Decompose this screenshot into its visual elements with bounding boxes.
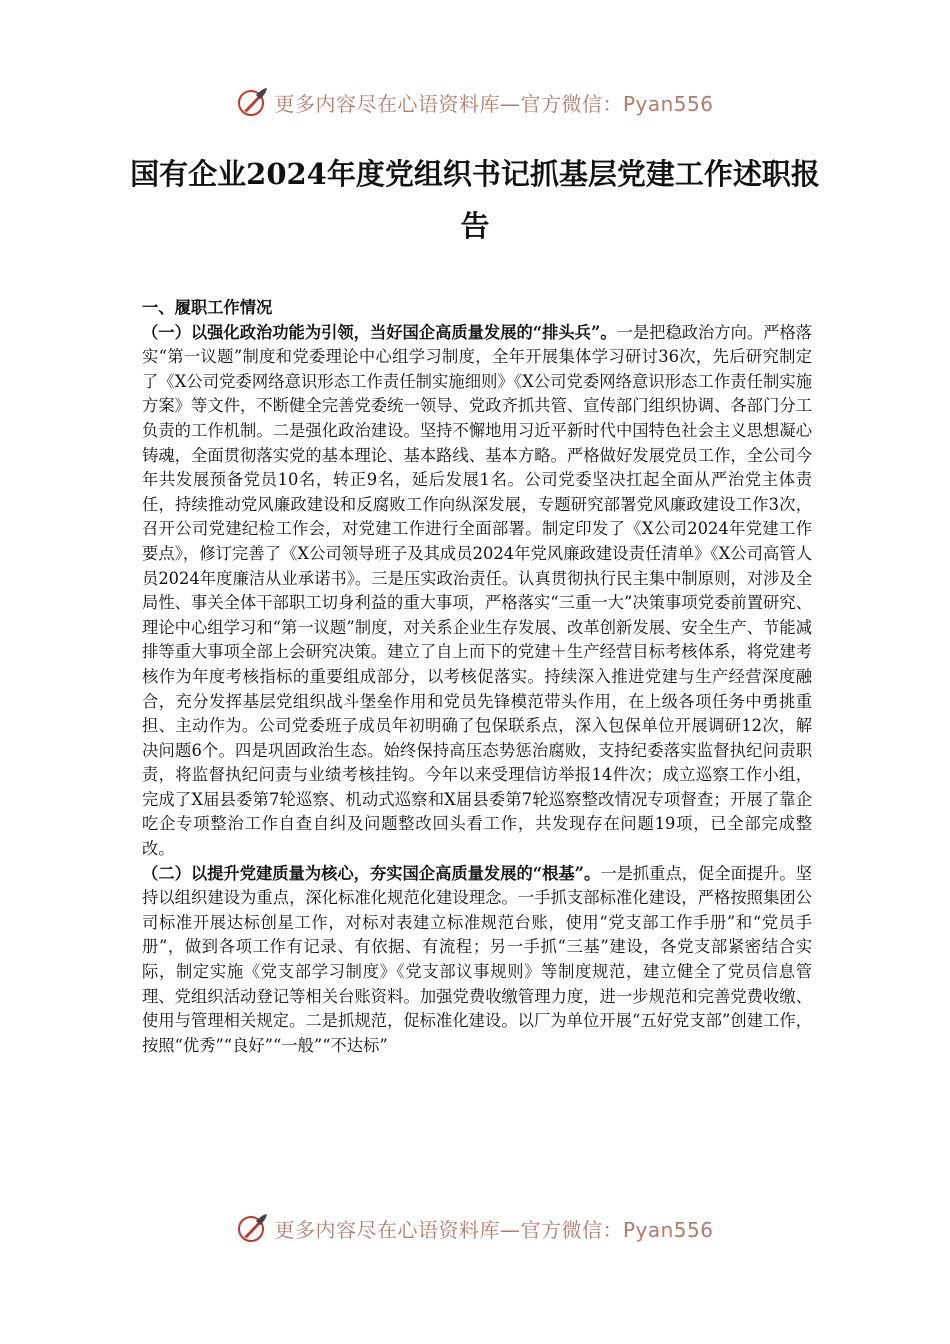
quill-logo-icon: [236, 1211, 270, 1245]
watermark-text: 更多内容尽在心语资料库—官方微信：Pyan556: [274, 91, 714, 116]
paragraph-lead: （一）以强化政治功能为引领，当好国企高质量发展的“排头兵”。: [142, 322, 617, 342]
paragraph-body: 一是把稳政治方向。严格落实“第一议题”制度和党委理论中心组学习制度，全年开展集体学习研讨36次，先后研究制定了《X公司党委网络意识形态工作责任制实施细则》《X公司党委网络意识形态工作责任制实施方案》等文件，不断健全完善党委统一领导、党政齐抓共管、宣传部门组织协调、各部门分工负责的工作机制。二是强化政治建设。坚持不懈地用习近平新时代中国特色社会主义思想凝心铸魂，全面贯彻落实党的基本理论、基本路线、基本方略。严格做好发展党员工作，全公司今年共发展预备党员10名，转正9名，延后发展1名。公司党委坚决扛起全面从严治党主体责任，持续推动党风廉政建设和反腐败工作向纵深发展，专题研究部署党风廉政建设工作3次，召开公司党建纪检工作会，对党建工作进行全面部署。制定印发了《X公司2024年党建工作要点》，修订完善了《X公司领导班子及其成员2024年党风廉政建设责任清单》《X公司高管人员2024年度廉洁从业承诺书》。三是压实政治责任。认真贯彻执行民主集中制原则，对涉及全局性、事关全体干部职工切身利益的重大事项，严格落实“三重一大”决策事项党委前置研究、理论中心组学习和“第一议题”制度，对关系企业生存发展、改革创新发展、安全生产、节能减排等重大事项全部上会研究决策。建立了自上而下的党建＋生产经营目标考核体系，将党建考核作为年度考核指标的重要组成部分，以考核促落实。持续深入推进党建与生产经营深度融合，充分发挥基层党组织战斗堡垒作用和党员先锋模范带头作用，在上级各项任务中勇挑重担、主动作为。公司党委班子成员年初明确了包保联系点，深入包保单位开展调研12次，解决问题6个。四是巩固政治生态。始终保持高压态势惩治腐败，支持纪委落实监督执纪问责职责，将监督执纪问责与业绩考核挂钩。今年以来受理信访举报14件次；成立巡察工作小组，完成了X届县委第7轮巡察、机动式巡察和X届县委第7轮巡察整改情况专项督查；开展了靠企吃企专项整治工作自查自纠及问题整改回头看工作，共发现存在问题19项，已全部完成整改。: [142, 322, 812, 859]
paragraph-lead: （二）以提升党建质量为核心，夯实国企高质量发展的“根基”。: [142, 863, 601, 883]
paragraph: [142, 321, 812, 862]
watermark-text: 更多内容尽在心语资料库—官方微信：Pyan556: [274, 1217, 714, 1242]
watermark-header: [0, 82, 950, 122]
paragraph-body: 一是抓重点，促全面提升。坚持以组织建设为重点，深化标准化规范化建设理念。一手抓支部标准化建设，严格按照集团公司标准开展达标创星工作，对标对表建立标准规范台账，使用“党支部工作手册”和“党员手册”，做到各项工作有记录、有依据、有流程；另一手抓“三基”建设，各党支部紧密结合实际，制定实施《党支部学习制度》《党支部议事规则》等制度规范，建立健全了党员信息管理、党组织活动登记等相关台账资料。加强党费收缴管理力度，进一步规范和完善党费收缴、使用与管理相关规定。二是抓规范，促标准化建设。以厂为单位开展“五好党支部”创建工作，按照“优秀”“良好”“一般”“不达标”: [142, 863, 812, 1055]
paragraph: [142, 862, 812, 1059]
document-body: [142, 296, 812, 1058]
document-title: 国有企业2024年度党组织书记抓基层党建工作述职报告: [130, 157, 820, 243]
watermark-footer: [0, 1208, 950, 1248]
section-heading: 一、履职工作情况: [142, 298, 273, 317]
quill-logo-icon: [236, 85, 270, 119]
